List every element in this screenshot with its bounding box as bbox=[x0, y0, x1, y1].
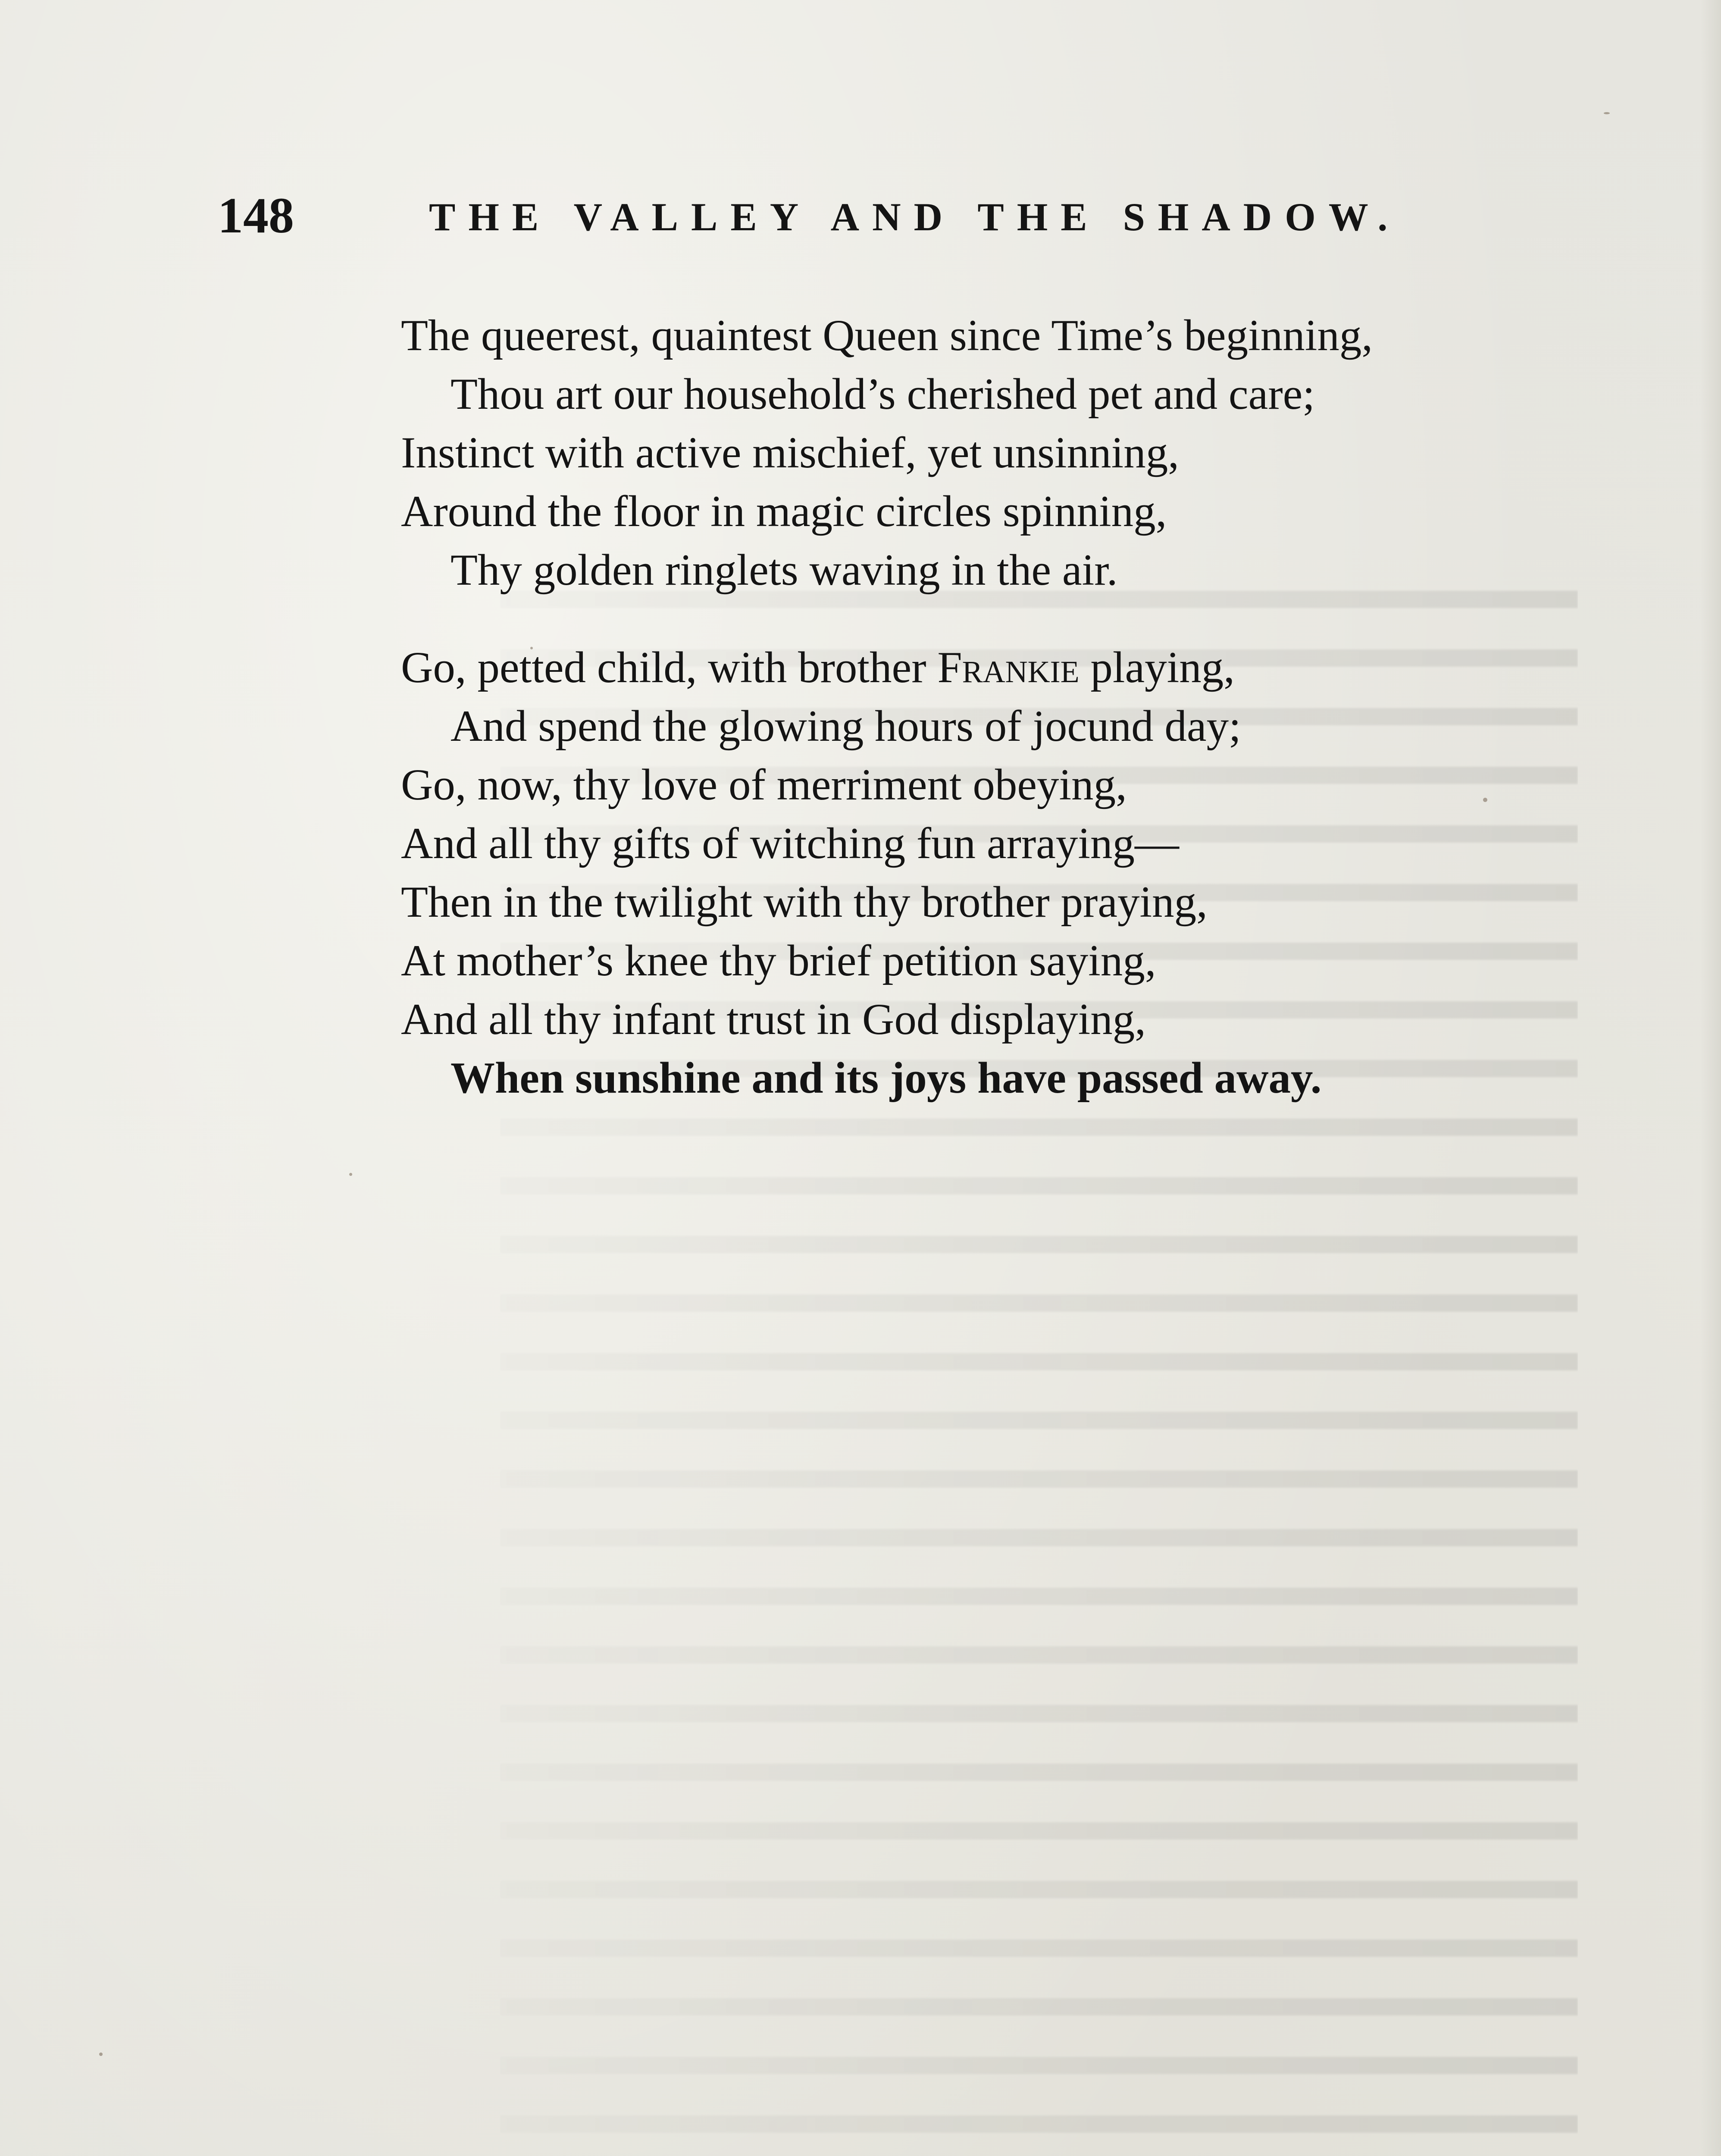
paper-speck bbox=[99, 2053, 103, 2056]
poem-line: When sunshine and its joys have passed away. bbox=[451, 1053, 1322, 1103]
running-head bbox=[218, 185, 1401, 246]
poem-line: Thou art our household’s cherished pet and care; bbox=[451, 370, 1315, 419]
paper-speck bbox=[530, 647, 533, 649]
poem-line: Go, now, thy love of merriment obeying, bbox=[401, 760, 1127, 809]
page-number: 148 bbox=[218, 187, 294, 244]
poem-line bbox=[401, 638, 1522, 697]
poem-line-part: playing, bbox=[1079, 643, 1235, 692]
stanza-2 bbox=[401, 638, 1522, 1107]
poem-line-part: Go, petted child, with brother bbox=[401, 643, 938, 692]
poem-line: Around the floor in magic circles spinning, bbox=[401, 487, 1167, 536]
poem-line: At mother’s knee thy brief petition saying, bbox=[401, 936, 1156, 985]
page-edge bbox=[1700, 0, 1721, 2156]
paper-speck bbox=[1604, 112, 1610, 114]
paper-speck bbox=[349, 1173, 352, 1176]
name-frankie: Frankie bbox=[937, 643, 1080, 692]
paper-speck bbox=[1483, 798, 1487, 802]
poem-line: Thy golden ringlets waving in the air. bbox=[451, 545, 1118, 595]
poem-line: And all thy gifts of witching fun arraying— bbox=[401, 819, 1180, 868]
poem bbox=[401, 306, 1522, 1146]
poem-line: Then in the twilight with thy brother praying, bbox=[401, 877, 1208, 927]
poem-line: Instinct with active mischief, yet unsinning, bbox=[401, 428, 1180, 477]
running-title: THE VALLEY AND THE SHADOW. bbox=[429, 195, 1401, 239]
poem-line: And spend the glowing hours of jocund day; bbox=[451, 702, 1241, 751]
stanza-1 bbox=[401, 306, 1522, 599]
poem-line: The queerest, quaintest Queen since Time’s beginning, bbox=[401, 311, 1373, 360]
poem-line: And all thy infant trust in God displaying, bbox=[401, 995, 1146, 1044]
